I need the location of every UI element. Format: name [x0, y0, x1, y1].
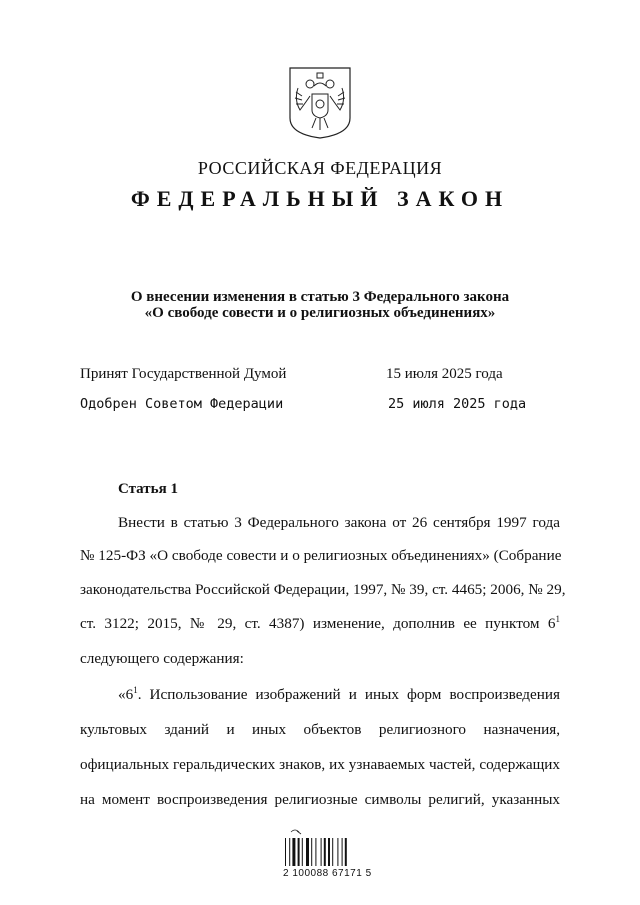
superscript: 1	[555, 614, 560, 624]
article-text-line: на момент воспроизведения религиозные символы религий, указанных	[80, 791, 560, 808]
article-text-line: Внести в статью 3 Федерального закона от 26 сентября 1997 года	[118, 514, 560, 531]
article-text-line-body: ст. 3122; 2015, № 29, ст. 4387) изменение, дополнив ее пунктом 6	[80, 615, 556, 632]
law-title-line-2: «О свободе совести и о религиозных объединениях»	[144, 305, 496, 321]
quote-opening: «6	[118, 686, 134, 703]
barcode-number: 2 100088 67171 5	[283, 868, 372, 879]
article-heading: Статья 1	[118, 481, 178, 497]
article-text-line: следующего содержания:	[80, 650, 244, 667]
article-text-line	[118, 686, 560, 704]
coat-of-arms-emblem	[288, 66, 352, 140]
article-text-line: официальных геральдических знаков, их узнаваемых частей, содержащих	[80, 756, 560, 773]
article-text-line: законодательства Российской Федерации, 1997, № 39, ст. 4465; 2006, № 29,	[80, 581, 566, 598]
council-approval-date: 25 июля 2025 года	[388, 396, 527, 412]
article-text-line: культовых зданий и иных объектов религиозного назначения,	[80, 721, 560, 738]
document-type-heading: ФЕДЕРАЛЬНЫЙ ЗАКОН	[130, 186, 510, 211]
duma-adoption-date: 15 июля 2025 года	[386, 366, 503, 382]
barcode-icon	[283, 828, 363, 868]
article-text-line: № 125-ФЗ «О свободе совести и о религиозных объединениях» (Собрание	[80, 547, 562, 564]
law-title	[60, 289, 580, 321]
law-title-line-1: О внесении изменения в статью 3 Федерального закона	[130, 289, 510, 305]
quote-body: . Использование изображений и иных форм воспроизведения	[137, 686, 560, 703]
council-approval-label: Одобрен Советом Федерации	[80, 396, 284, 412]
duma-adoption-label: Принят Государственной Думой	[80, 366, 287, 382]
country-heading: РОССИЙСКАЯ ФЕДЕРАЦИЯ	[197, 158, 443, 178]
article-text-line	[80, 615, 560, 633]
superscript: 1	[133, 685, 138, 695]
